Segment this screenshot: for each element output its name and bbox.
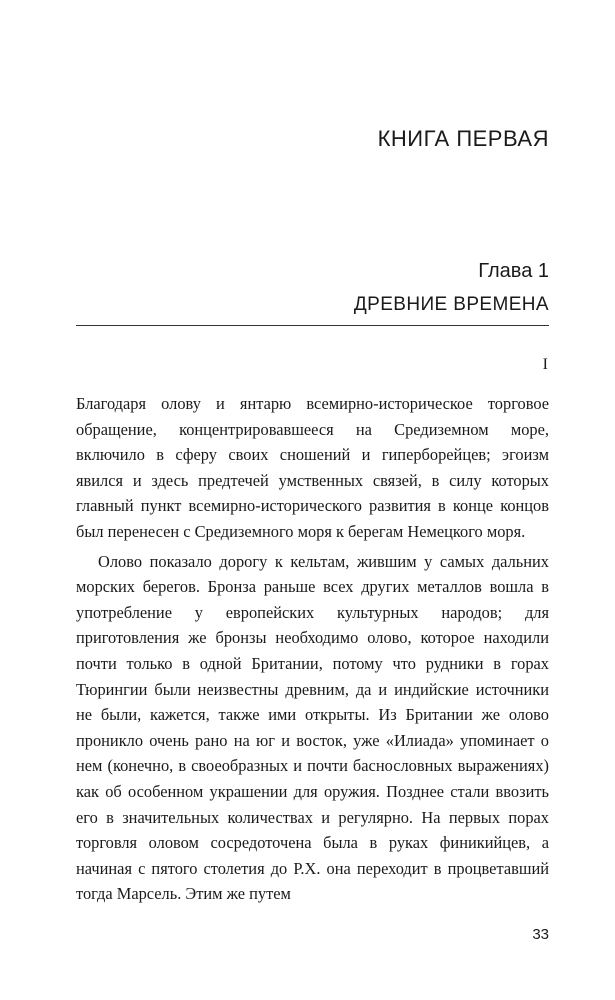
chapter-number: Глава 1 (478, 260, 549, 282)
page-number: 33 (532, 926, 549, 943)
body-text (76, 391, 549, 907)
chapter-divider (76, 325, 549, 326)
book-title: КНИГА ПЕРВАЯ (377, 126, 549, 151)
paragraph: Олово показало дорогу к кельтам, жившим у самых дальних морских берегов. Бронза раньше всех других металлов вошла в употребление у европейских культурных народов; для приготовления же бронзы необходимо олово, которое находили почти только в одной Британии, потому что рудники в горах Тюрингии были неизвестны древним, да и индийские источники не были, кажется, также ими открыты. Из Британии же олово проникло очень рано на юг и восток, уже «Илиада» упоминает о нем (конечно, в своеобразных и почти баснословных выражениях) как об особенном украшении для оружия. Позднее стали ввозить его в значительных количествах и регулярно. На первых порах торговля оловом сосредоточена была в руках финикийцев, а начиная с пятого столетия до Р.Х. она переходит в процветавший тогда Марсель. Этим же путем (76, 551, 549, 904)
section-number: I (542, 356, 548, 373)
paragraph: Благодаря олову и янтарю всемирно-историческое торговое обращение, концентрировавшееся на Средиземном море, включило в сферу своих сношений и гиперборейцев; эгоизм явился и здесь предтечей умственных связей, в силу которых главный пункт всемирно-исторического развития в конце концов был перенесен с Средиземного моря к берегам Немецкого моря. (76, 394, 549, 541)
chapter-title: ДРЕВНИЕ ВРЕМЕНА (353, 294, 549, 315)
